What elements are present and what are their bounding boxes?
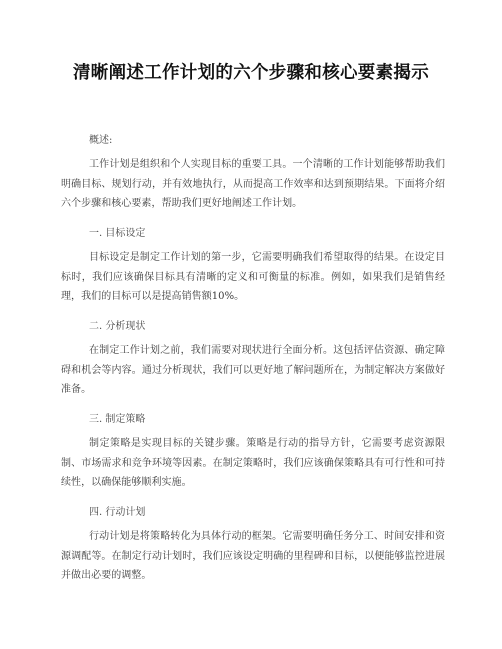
section-heading-overview: 概述: <box>89 135 113 146</box>
section-heading-situation-analysis: 二. 分析现状 <box>89 321 146 332</box>
section-paragraph-overview: 工作计划是组织和个人实现目标的重要工具。一个清晰的工作计划能够帮助我们明确目标、规划行动，并有效地执行，从而提高工作效率和达到预期结果。下面将介绍六个步骤和核心要素，帮助我们更好地阐述工作计划。 <box>61 159 445 210</box>
section-heading-action-plan: 四. 行动计划 <box>89 507 146 518</box>
document-title: 清晰阐述工作计划的六个步骤和核心要素揭示 <box>73 63 429 83</box>
section-heading-strategy: 三. 制定策略 <box>89 414 146 425</box>
section-paragraph-action-plan: 行动计划是将策略转化为具体行动的框架。它需要明确任务分工、时间安排和资源调配等。在制定行动计划时，我们应该设定明确的里程碑和目标，以便能够监控进展并做出必要的调整。 <box>61 531 445 582</box>
section-paragraph-strategy: 制定策略是实现目标的关键步骤。策略是行动的指导方针，它需要考虑资源限制、市场需求和竞争环境等因素。在制定策略时，我们应该确保策略具有可行性和可持续性，以确保能够顺利实施。 <box>61 438 445 489</box>
section-heading-goal-setting: 一. 目标设定 <box>89 228 146 239</box>
section-paragraph-goal-setting: 目标设定是制定工作计划的第一步，它需要明确我们希望取得的结果。在设定目标时，我们应该确保目标具有清晰的定义和可衡量的标准。例如，如果我们是销售经理，我们的目标可以是提高销售额10%。 <box>61 252 445 303</box>
section-paragraph-situation-analysis: 在制定工作计划之前，我们需要对现状进行全面分析。这包括评估资源、确定障碍和机会等内容。通过分析现状，我们可以更好地了解问题所在，为制定解决方案做好准备。 <box>61 345 445 396</box>
